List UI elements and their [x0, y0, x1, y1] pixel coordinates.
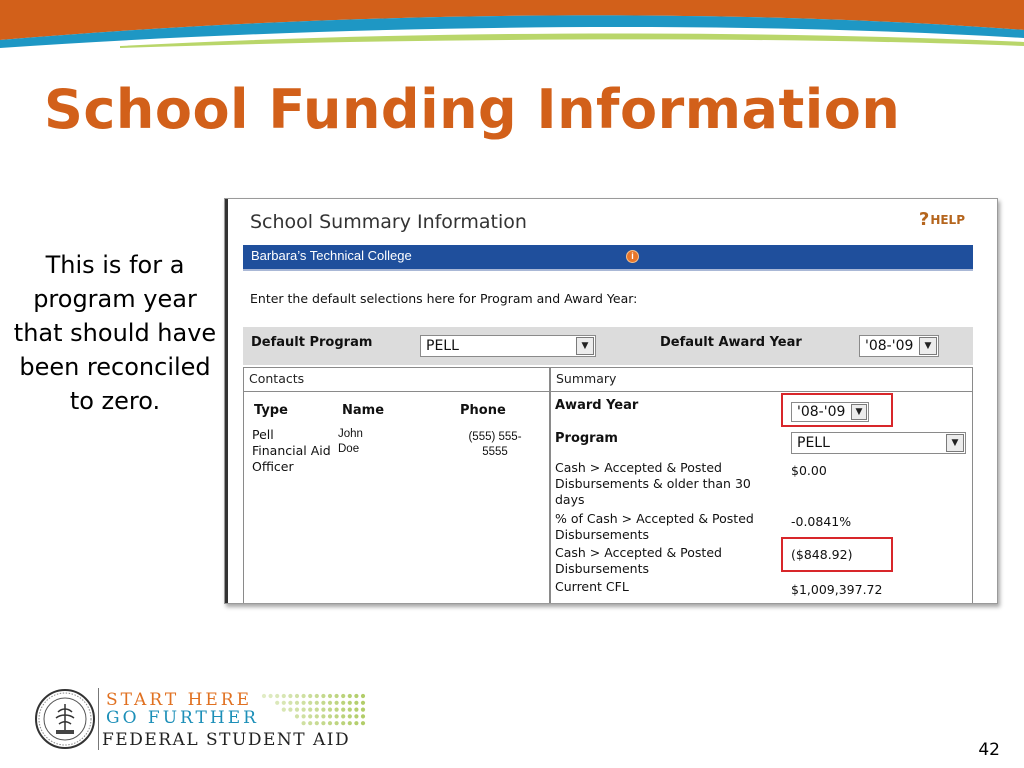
- highlight-award-year: [781, 393, 893, 427]
- summary-item-label: % of Cash > Accepted & Posted Disbursements: [555, 511, 754, 542]
- summary-header: Summary: [551, 368, 972, 392]
- school-name-bar: [243, 245, 973, 269]
- default-program-label: Default Program: [251, 335, 373, 350]
- side-note: This is for a program year that should have been reconciled to zero.: [13, 251, 217, 415]
- program-value: PELL: [797, 435, 830, 451]
- logo-line-federal-student-aid: FEDERAL STUDENT AID: [102, 730, 351, 750]
- logo-line-go-further: GO FURTHER: [106, 708, 259, 728]
- info-icon[interactable]: i: [626, 250, 639, 263]
- logo-divider: [98, 688, 99, 750]
- summary-item-label: Cash > Accepted & Posted Disbursements & older than 30 days: [555, 460, 751, 507]
- summary-item-value: ($848.92): [791, 547, 853, 562]
- slide-title: School Funding Information: [44, 78, 901, 141]
- default-award-year-select[interactable]: [859, 335, 939, 357]
- fsa-logo: [34, 688, 364, 754]
- instructions-text: Enter the default selections here for Program and Award Year:: [250, 291, 638, 306]
- logo-line-start-here: START HERE: [106, 690, 253, 710]
- contact-phone: (555) 555-5555: [468, 431, 522, 458]
- top-banner: [0, 0, 1024, 50]
- summary-item-value: $0.00: [791, 463, 827, 478]
- school-bar-underline: [243, 269, 973, 271]
- department-of-education-seal-icon: [34, 688, 96, 750]
- contact-type: Pell Financial Aid Officer: [252, 427, 331, 474]
- summary-item-label: Cash > Accepted & Posted Disbursements: [555, 545, 722, 576]
- help-label: HELP: [930, 213, 965, 227]
- contacts-panel: [243, 367, 550, 604]
- col-phone: Phone: [460, 403, 506, 418]
- highlight-negative-cash: [781, 537, 893, 572]
- award-year-value: '08-'09: [797, 404, 846, 420]
- page-number: 42: [978, 740, 1000, 760]
- col-name: Name: [342, 403, 385, 418]
- default-program-select[interactable]: [420, 335, 596, 357]
- help-question-icon: ?: [918, 209, 930, 230]
- default-award-year-value: '08-'09: [865, 338, 914, 354]
- app-screenshot: [224, 198, 998, 604]
- chevron-down-icon[interactable]: ▼: [946, 434, 964, 452]
- summary-item-value: -0.0841%: [791, 514, 852, 529]
- school-name: Barbara’s Technical College: [251, 248, 412, 263]
- program-select[interactable]: [791, 432, 966, 454]
- summary-item-value: $1,009,397.72: [791, 582, 883, 597]
- defaults-row: [243, 327, 973, 365]
- summary-panel: [550, 367, 973, 604]
- program-label: Program: [555, 431, 618, 446]
- chevron-down-icon[interactable]: ▼: [919, 337, 937, 355]
- contacts-header: Contacts: [244, 368, 549, 392]
- chevron-down-icon[interactable]: ▼: [576, 337, 594, 355]
- award-year-label: Award Year: [555, 398, 639, 413]
- summary-item-label: Current CFL: [555, 579, 629, 594]
- contact-name[interactable]: John Doe: [338, 428, 363, 455]
- col-type: Type: [254, 403, 288, 418]
- app-title: School Summary Information: [250, 211, 527, 233]
- default-award-year-label: Default Award Year: [660, 335, 802, 350]
- chevron-down-icon[interactable]: ▼: [851, 404, 867, 420]
- logo-dots-graphic: [260, 692, 370, 728]
- help-link[interactable]: [919, 211, 965, 229]
- default-program-value: PELL: [426, 338, 459, 354]
